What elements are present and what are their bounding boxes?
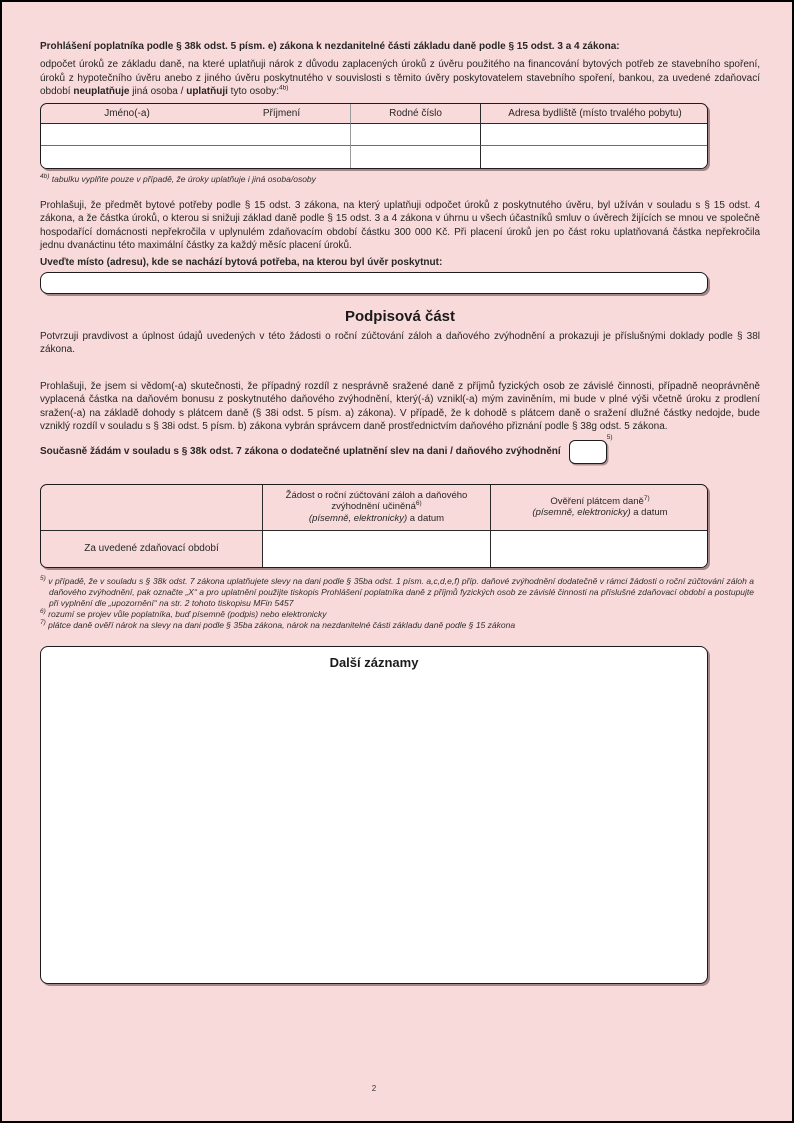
request-header-overeni-label: Ověření plátcem daně — [550, 495, 644, 507]
request-cell-zadost[interactable] — [262, 531, 490, 567]
confirmation-paragraph: Potvrzuji pravdivost a úplnost údajů uvedených v této žádosti o roční zúčtování záloh a daňového zvýhodnění a prokazuji je příslušnými doklady podle § 38l zákona. — [40, 330, 760, 355]
footnote-6-text: rozumí se projev vůle poplatníka, buď písemně (podpis) nebo elektronicky — [48, 608, 327, 619]
persons-table — [40, 103, 708, 169]
footnotes-block — [40, 576, 756, 631]
footnote-7 — [40, 620, 754, 631]
persons-table-footnote-text: tabulku vyplňte pouze v případě, že úroky uplatňuje i jiná osoba/osoby — [49, 173, 316, 184]
additional-claim-label: Současně žádám v souladu s § 38k odst. 7 zákona o dodatečné uplatnění slev na dani / daňového zvýhodnění — [40, 445, 561, 457]
footnote-6 — [40, 609, 754, 620]
request-header-overeni — [490, 485, 708, 531]
footnote-5-text: v případě, že v souladu s § 38k odst. 7 zákona uplatňujete slevy na dani podle § 35ba odst. 1 písm. a,c,d,e,f) příp. daňové zvýhodnění dodatečně v rámci žádosti o roční zúčtování záloh a daňového zvýhodnění, pak označte „X“ a pro uplatnění použijte tiskopis Prohlášení poplatníka daně z příjmů fyzických osob ze závislé činnosti na příslušné zdaňovací období a postupujte při vyplnění dle „upozornění“ na str. 2 tohoto tiskopisu MFin 5457 — [48, 575, 754, 608]
request-row-label: Za uvedené zdaňovací období — [84, 543, 219, 554]
intro-text-2: jiná osoba / — [129, 86, 187, 97]
other-records-input-area[interactable] — [43, 677, 705, 981]
intro-bold-neuplatnuje: neuplatňuje — [73, 86, 130, 97]
intro-text-1: odpočet úroků ze základu daně, na které uplatňuji nárok z důvodu zaplacených úroků z úvěru použitého na financování bytových potřeb ze stavebního spoření, úroků z hypotečního úvěru anebo z jiného úvěru poskytnutého v souvislosti s těmito úvěry poskytovatelem stavebního spoření, bankou, za uvedené zdaňovací období — [40, 59, 760, 97]
request-header-zadost-datum: a datum — [407, 512, 445, 524]
request-header-zadost-footnote-ref: 6) — [415, 500, 422, 508]
request-header-zadost — [262, 485, 490, 531]
footnote-7-text: plátce daně ověří nárok na slevy na dani podle § 35ba zákona, nárok na nezdanitelné části základu daně podle § 15 zákona — [48, 619, 516, 630]
request-header-overeni-text — [532, 496, 667, 519]
persons-table-footnote — [40, 174, 756, 185]
additional-claim-checkbox[interactable] — [569, 440, 607, 464]
request-header-zadost-italic: (písemně, elektronicky) — [308, 512, 408, 524]
additional-claim-row: Současně žádám v souladu s § 38k odst. 7 zákona o dodatečné uplatnění slev na dani / daňového zvýhodnění $^{5)}$ — [40, 440, 756, 464]
persons-row1-prijmeni-cell[interactable] — [213, 124, 350, 146]
persons-row2-jmeno-cell[interactable] — [41, 146, 213, 168]
request-header-overeni-datum: a datum — [630, 507, 668, 518]
page-number: 2 — [371, 1084, 377, 1093]
request-header-empty — [41, 485, 262, 531]
persons-row2-rodne-cislo-cell[interactable] — [350, 146, 480, 168]
loan-intro-paragraph — [40, 58, 760, 99]
persons-header-adresa: Adresa bydliště (místo trvalého pobytu) — [480, 104, 708, 124]
persons-row2-prijmeni-cell[interactable] — [213, 146, 350, 168]
intro-text-3: tyto osoby: — [227, 86, 280, 97]
persons-table-footnote-marker: 4b) — [40, 172, 50, 180]
footnote-5 — [40, 576, 754, 609]
loan-declaration-paragraph: Prohlašuji, že předmět bytové potřeby podle § 15 odst. 3 zákona, na který uplatňuji odpočet úroků z poskytnutého úvěru, byl užíván v souladu s § 15 odst. 4 zákona, a že částka úroků, o kterou si snižuji základ daně podle § 15 odst. 3 a 4 zákona v úhrnu u všech účastníků smluv o úvěrech žijících se mnou ve společně hospodařící domácnosti nepřekročila v uplynulém zdaňovacím období částku 300 000 Kč. Při placení úroků jen po část roku uplatňovaná částka nepřekročila jednu dvanáctinu této maximální částky za každý měsíc placení úroků. — [40, 199, 760, 251]
form-content — [2, 2, 792, 984]
footnote-5-marker: 5) — [40, 574, 46, 582]
loan-section-title: Prohlášení poplatníka podle § 38k odst. 5 písm. e) zákona k nezdanitelné části základu daně podle § 15 odst. 3 a 4 zákona: — [40, 41, 620, 52]
request-header-zadost-label: Žádost o roční zúčtování záloh a daňového zvýhodnění učiněná — [285, 489, 468, 513]
persons-header-prijmeni: Příjmení — [213, 104, 350, 124]
footnote-6-marker: 6) — [40, 607, 46, 615]
signature-section-heading: Podpisová část — [344, 307, 456, 325]
request-header-overeni-footnote-ref: 7) — [643, 494, 650, 502]
other-records-title: Další záznamy — [329, 654, 419, 670]
persons-row1-adresa-cell[interactable] — [480, 124, 708, 146]
other-records-box — [40, 646, 708, 984]
intro-footnote-ref: 4b) — [279, 84, 289, 92]
request-table — [40, 484, 708, 568]
persons-row2-adresa-cell[interactable] — [480, 146, 708, 168]
request-cell-overeni[interactable] — [490, 531, 708, 567]
address-input[interactable] — [40, 272, 708, 294]
address-prompt-label: Uveďte místo (adresu), kde se nachází bytová potřeba, na kterou byl úvěr poskytnut: — [40, 256, 443, 268]
persons-header-rodne-cislo: Rodné číslo — [350, 104, 480, 124]
persons-row1-jmeno-cell[interactable] — [41, 124, 213, 146]
intro-bold-uplatnuji: uplatňuji — [186, 86, 228, 97]
request-header-overeni-italic: (písemně, elektronicky) — [532, 507, 631, 518]
persons-row1-rodne-cislo-cell[interactable] — [350, 124, 480, 146]
liability-paragraph: Prohlašuji, že jsem si vědom(-a) skutečnosti, že případný rozdíl z nesprávně sražené daně z příjmů fyzických osob ze závislé činnosti, případně neoprávněně vyplacená částka na daňovém bonusu z poskytnutého daňového zvýhodnění, který(-á) vznikl(-a) mým zaviněním, mi bude v plné výši včetně úroku z prodlení sražen(-a) na základě dohody s plátcem daně (§ 38i odst. 5 písm. a) zákona). V případě, že k dohodě s plátcem daně o sražení dlužné částky nedojde, bude vzniklý rozdíl v souladu s § 38i odst. 5 písm. b) zákona vybrán správcem daně prostřednictvím daňového přiznání podle § 38g odst. 5 zákona. — [40, 380, 760, 432]
persons-header-jmeno: Jméno(-a) — [41, 104, 213, 124]
request-header-zadost-text — [269, 490, 484, 525]
footnote-7-marker: 7) — [40, 618, 46, 626]
